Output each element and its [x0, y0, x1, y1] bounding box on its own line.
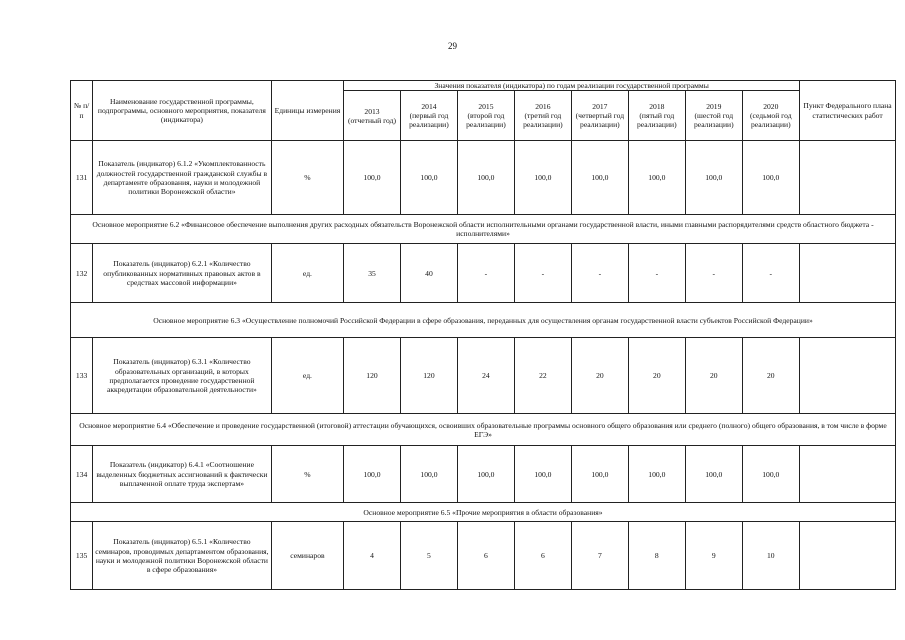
row-value: 100,0	[686, 446, 742, 503]
header-row-top	[71, 81, 896, 91]
row-value: 100,0	[572, 141, 628, 215]
header-year-2015: 2015 (второй год реализации)	[458, 91, 514, 141]
row-value: 6	[458, 522, 514, 590]
table-row	[71, 522, 896, 590]
section-row	[71, 414, 896, 446]
row-unit: ед.	[271, 338, 344, 414]
header-year-2020: 2020 (седьмой год реализации)	[742, 91, 800, 141]
row-value: 100,0	[400, 141, 457, 215]
row-value: 10	[742, 522, 800, 590]
row-unit: семинаров	[271, 522, 344, 590]
table-row	[71, 446, 896, 503]
section-title: Основное мероприятие 6.4 «Обеспечение и проведение государственной (итоговой) аттестации обучающихся, освоивших образовательные программы основного общего образования или среднего (полного) общего образования, в том числе в форме ЕГЭ»	[71, 414, 896, 446]
table-row	[71, 338, 896, 414]
row-fed-plan	[800, 446, 896, 503]
row-value: -	[458, 244, 514, 303]
indicator-table	[70, 80, 896, 590]
row-value: 100,0	[686, 141, 742, 215]
row-value: 100,0	[514, 141, 571, 215]
section-row	[71, 215, 896, 244]
row-unit: ед.	[271, 244, 344, 303]
header-year-2019: 2019 (шестой год реализации)	[686, 91, 742, 141]
row-num: 135	[71, 522, 93, 590]
row-value: -	[742, 244, 800, 303]
row-value: 24	[458, 338, 514, 414]
header-unit: Единицы измерения	[271, 81, 344, 141]
row-value: -	[572, 244, 628, 303]
row-name: Показатель (индикатор) 6.3.1 «Количество образовательных организаций, в которых предполагается проведение государственной аккредитации образовательной деятельности»	[93, 338, 271, 414]
row-value: 4	[344, 522, 400, 590]
row-value: 5	[400, 522, 457, 590]
header-name: Наименование государственной программы, подпрограммы, основного мероприятия, показателя (индикатора)	[93, 81, 271, 141]
row-value: -	[686, 244, 742, 303]
row-value: -	[628, 244, 685, 303]
row-fed-plan	[800, 522, 896, 590]
row-num: 133	[71, 338, 93, 414]
row-name: Показатель (индикатор) 6.2.1 «Количество опубликованных нормативных правовых актов в средствах массовой информации»	[93, 244, 271, 303]
row-value: 100,0	[344, 141, 400, 215]
header-year-2017: 2017 (четвертый год реализации)	[572, 91, 628, 141]
row-value: 100,0	[400, 446, 457, 503]
row-value: 7	[572, 522, 628, 590]
header-fed-plan: Пункт Федерального плана статистических работ	[800, 81, 896, 141]
row-value: 120	[400, 338, 457, 414]
row-value: 100,0	[628, 141, 685, 215]
row-value: 20	[686, 338, 742, 414]
row-value: 100,0	[344, 446, 400, 503]
section-title: Основное мероприятие 6.2 «Финансовое обеспечение выполнения других расходных обязательств Воронежской области исполнительными органами государственной власти, иными главными распорядителями средств областного бюджета - исполнителями»	[71, 215, 896, 244]
row-value: 8	[628, 522, 685, 590]
row-name: Показатель (индикатор) 6.5.1 «Количество семинаров, проводимых департаментом образования, науки и молодежной политики Воронежской области в сфере образования»	[93, 522, 271, 590]
section-row	[71, 503, 896, 522]
section-title: Основное мероприятие 6.3 «Осуществление полномочий Российской Федерации в сфере образования, переданных для осуществления органам государственной власти субъектов Российской Федерации»	[71, 303, 896, 338]
row-fed-plan	[800, 338, 896, 414]
row-value: 35	[344, 244, 400, 303]
row-value: 22	[514, 338, 571, 414]
page-number: 29	[448, 41, 457, 51]
header-values-group: Значения показателя (индикатора) по годам реализации государственной программы	[344, 81, 800, 91]
row-value: 100,0	[572, 446, 628, 503]
row-num: 132	[71, 244, 93, 303]
row-value: -	[514, 244, 571, 303]
row-unit: %	[271, 141, 344, 215]
row-unit: %	[271, 446, 344, 503]
header-year-2016: 2016 (третий год реализации)	[514, 91, 571, 141]
row-value: 100,0	[458, 141, 514, 215]
row-value: 20	[628, 338, 685, 414]
section-row	[71, 303, 896, 338]
row-fed-plan	[800, 244, 896, 303]
row-num: 134	[71, 446, 93, 503]
header-year-2014: 2014 (первый год реализации)	[400, 91, 457, 141]
row-value: 120	[344, 338, 400, 414]
row-name: Показатель (индикатор) 6.1.2 «Укомплектованность должностей государственной гражданской службы в департаменте образования, науки и молодежной политики Воронежской области»	[93, 141, 271, 215]
section-title: Основное мероприятие 6.5 «Прочие мероприятия в области образования»	[71, 503, 896, 522]
header-year-2018: 2018 (пятый год реализации)	[628, 91, 685, 141]
row-name: Показатель (индикатор) 6.4.1 «Соотношение выделенных бюджетных ассигнований к фактически выплаченной оплате труда экспертам»	[93, 446, 271, 503]
row-num: 131	[71, 141, 93, 215]
header-num: № п/п	[71, 81, 93, 141]
row-value: 40	[400, 244, 457, 303]
header-year-2013: 2013 (отчетный год)	[344, 91, 400, 141]
table-row	[71, 244, 896, 303]
row-value: 6	[514, 522, 571, 590]
row-value: 20	[572, 338, 628, 414]
row-value: 100,0	[628, 446, 685, 503]
row-value: 100,0	[458, 446, 514, 503]
row-fed-plan	[800, 141, 896, 215]
row-value: 20	[742, 338, 800, 414]
table-row	[71, 141, 896, 215]
row-value: 100,0	[742, 446, 800, 503]
row-value: 100,0	[514, 446, 571, 503]
row-value: 100,0	[742, 141, 800, 215]
row-value: 9	[686, 522, 742, 590]
